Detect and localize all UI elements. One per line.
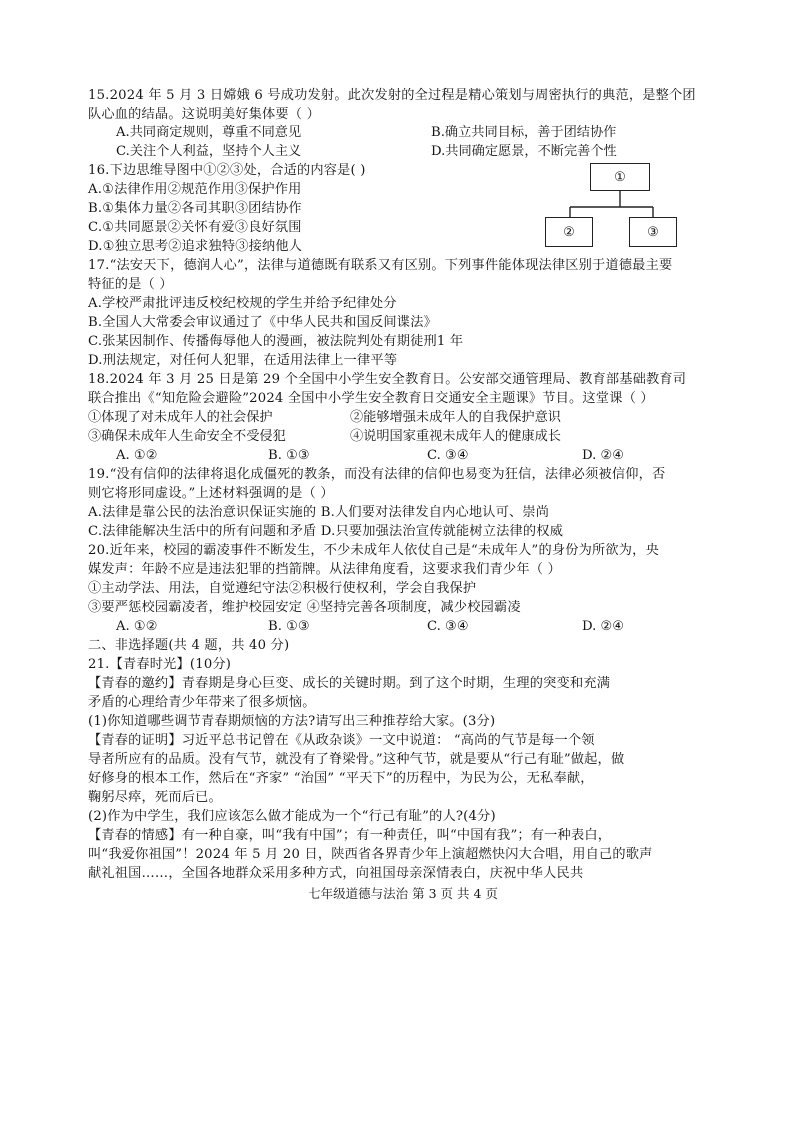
- text-line: (1)你知道哪些调节青春期烦恼的方法?请写出三种推荐给大家。(3分): [88, 714, 496, 729]
- text-line: 联合推出《“知危险会避险”2024 全国中小学生安全教育日交通安全主题课》节目。这堂课（ ）: [88, 391, 654, 406]
- option-a: A.共同商定规则，尊重不同意见: [116, 125, 302, 140]
- text-line: 则它将形同虚设。”上述材料强调的是（ ）: [88, 486, 334, 501]
- mind-map-diagram: [545, 163, 695, 249]
- option-d: D.共同确定愿景，不断完善个性: [431, 144, 617, 159]
- question-title: 21.【青春时光】(10分): [88, 657, 232, 672]
- text-line: 队心血的结晶。这说明美好集体要（ ）: [88, 107, 320, 122]
- option-c: C. ③④: [427, 448, 469, 463]
- text-line: 媒发声：年龄不应是违法犯罪的挡箭牌。从法律角度看，这要求我们青少年（ ）: [88, 562, 561, 577]
- diagram-box-1: ①: [590, 163, 650, 191]
- text-line: D.刑法规定，对任何人犯罪，在适用法律上一律平等: [88, 353, 398, 368]
- text-line: (2)作为中学生，我们应该怎么做才能成为一个“行己有耻”的人?(4分): [88, 809, 496, 824]
- text-line: C.法律能解决生活中的所有问题和矛盾 D.只要加强法治宣传就能树立法律的权威: [88, 524, 564, 539]
- diagram-box-3: ③: [629, 217, 677, 247]
- text-line: 叫“我爱你祖国”！2024 年 5 月 20 日，陕西省各界青少年上演超燃快闪大合唱，用自己的歌声: [88, 847, 653, 862]
- text-line: D.①独立思考②追求独特③接纳他人: [88, 239, 303, 254]
- text-line: 15.2024 年 5 月 3 日嫦娥 6 号成功发射。此次发射的全过程是精心策划与周密执行的典范，是整个团: [88, 88, 696, 103]
- section-heading: 二、非选择题(共 4 题，共 40 分): [88, 638, 290, 653]
- option-d: D. ②④: [582, 448, 625, 463]
- text-line: 导者所应有的品质。没有气节，就没有了脊梁骨。”这种气节，就是要从“行己有耻”做起，做: [88, 752, 625, 767]
- text-line: 19.“没有信仰的法律将退化成僵死的教条，而没有法律的信仰也易变为狂信，法律必须被信仰，否: [88, 467, 666, 482]
- statement-3: ③确保未成年人生命安全不受侵犯: [88, 429, 286, 444]
- text-line: C.张某因制作、传播侮辱他人的漫画，被法院判处有期徒刑1 年: [88, 334, 464, 349]
- text-line: B.①集体力量②各司其职③团结协作: [88, 201, 302, 216]
- text-line: 献礼祖国……，全国各地群众采用多种方式，向祖国母亲深情表白，庆祝中华人民共: [88, 866, 584, 881]
- option-b: B. ①③: [268, 619, 310, 634]
- option-d: D. ②④: [582, 619, 625, 634]
- text-line: 【青春的邀约】青春期是身心巨变、成长的关键时期。到了这个时期，生理的突变和充满: [88, 676, 611, 691]
- text-line: 18.2024 年 3 月 25 日是第 29 个全国中小学生安全教育日。公安部交通管理局、教育部基础教育司: [88, 372, 687, 387]
- option-c: C. ③④: [427, 619, 469, 634]
- diagram-box-2: ②: [545, 217, 593, 247]
- option-a: A. ①②: [116, 619, 158, 634]
- option-a: A. ①②: [116, 448, 158, 463]
- text-line: 鞠躬尽瘁，死而后已。: [88, 790, 222, 805]
- text-line: 16.下边思维导图中①②③处，合适的内容是( ): [88, 163, 366, 178]
- option-b: B. ①③: [268, 448, 310, 463]
- option-b: B.确立共同目标，善于团结协作: [431, 125, 617, 140]
- text-line: 好修身的根本工作，然后在“齐家” “治国” “平天下”的历程中，为民为公，无私奉献，: [88, 771, 594, 786]
- text-line: 矛盾的心理给青少年带来了很多烦恼。: [88, 695, 316, 710]
- statement-1: ①体现了对未成年人的社会保护: [88, 410, 273, 425]
- text-line: B.全国人大常委会审议通过了《中华人民共和国反间谍法》: [88, 315, 437, 330]
- text-line: A.法律是靠公民的法治意识保证实施的 B.人们要对法律发自内心地认可、崇尚: [88, 505, 550, 520]
- text-line: 【青春的情感】有一种自豪，叫“我有中国”；有一种责任，叫“中国有我”；有一种表白，: [88, 828, 612, 843]
- text-line: ③要严惩校园霸凌者，维护校园安定 ④坚持完善各项制度，减少校园霸凌: [88, 600, 521, 615]
- text-line: A.学校严肃批评违反校纪校规的学生并给予纪律处分: [88, 296, 397, 311]
- page-footer: 七年级道德与法治 第 3 页 共 4 页: [308, 886, 498, 901]
- text-line: 17.“法安天下，德润人心”，法律与道德既有联系又有区别。下列事件能体现法律区别于道德最主要: [88, 258, 673, 273]
- text-line: C.①共同愿景②关怀有爱③良好氛围: [88, 220, 302, 235]
- text-line: 20.近年来，校园的霸凌事件不断发生，不少未成年人依仗自己是“未成年人”的身份为所欲为，央: [88, 543, 659, 558]
- text-line: ①主动学法、用法，自觉遵纪守法②积极行使权利，学会自我保护: [88, 581, 477, 596]
- text-line: 特征的是（ ）: [88, 277, 173, 292]
- option-c: C.关注个人利益，坚持个人主义: [116, 144, 302, 159]
- text-line: 【青春的证明】习近平总书记曾在《从政杂谈》一文中说道： “高尚的气节是每一个领: [88, 733, 595, 748]
- statement-4: ④说明国家重视未成年人的健康成长: [350, 429, 561, 444]
- text-line: A.①法律作用②规范作用③保护作用: [88, 182, 302, 197]
- statement-2: ②能够增强未成年人的自我保护意识: [350, 410, 561, 425]
